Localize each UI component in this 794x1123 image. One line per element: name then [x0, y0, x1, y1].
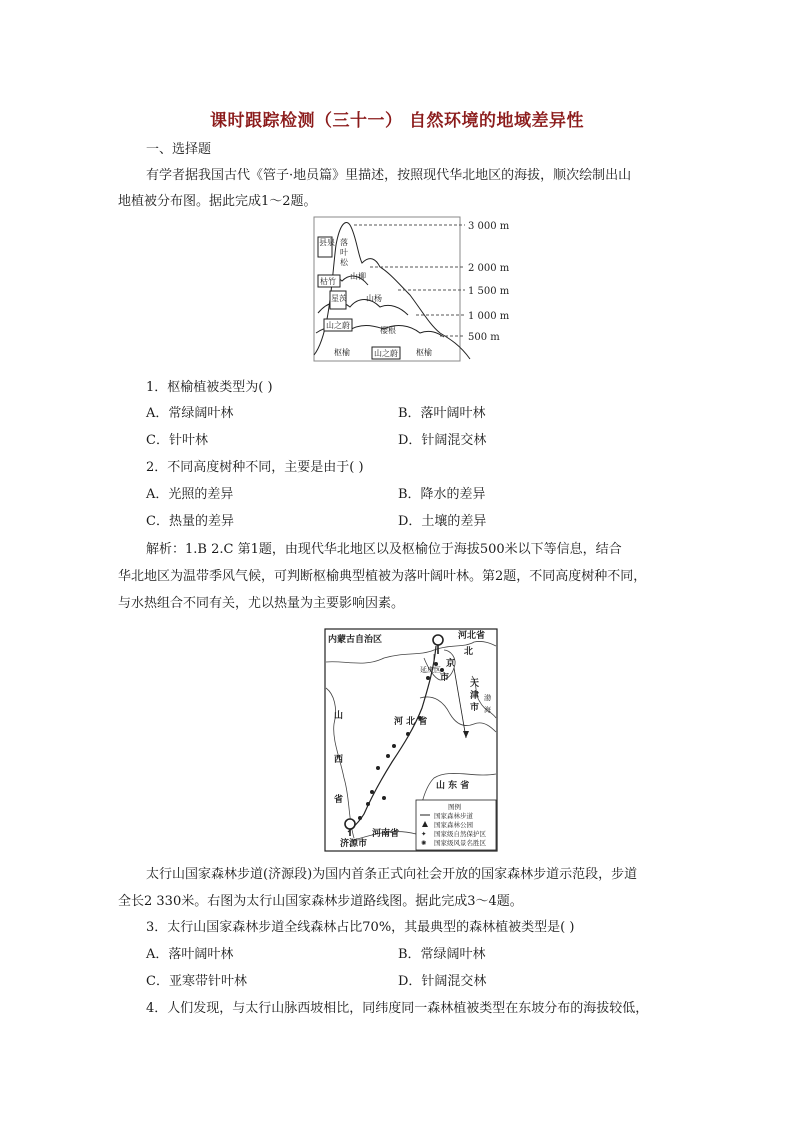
- label-sheng: 省: [334, 795, 344, 805]
- label-shuyu-2: 枢榆: [416, 348, 432, 357]
- legend-scenic: 国家级风景名胜区: [434, 839, 486, 847]
- label-yinggen: 樱根: [380, 326, 396, 335]
- analysis-line-1: 解析：1.B 2.C 第1题，由现代华北地区以及枢榆位于海拔500米以下等信息，结合: [146, 542, 622, 557]
- q1-option-b: B．落叶阔叶林: [398, 406, 486, 421]
- q3-option-b: B．常绿阔叶林: [398, 947, 486, 962]
- label-yanqing: 延庆区: [420, 666, 441, 674]
- q2-option-d: D．土壤的差异: [398, 514, 487, 529]
- intro-1-line-2: 地植被分布图。据此完成1～2题。: [118, 194, 317, 209]
- label-jing: 京: [446, 659, 456, 669]
- label-bohai-1: 渤: [484, 694, 491, 702]
- label-jiyuan: 济源市: [340, 839, 368, 849]
- q3-option-c: C．亚寒带针叶林: [146, 974, 247, 989]
- analysis-line-3: 与水热组合不同有关，尤以热量为主要影响因素。: [118, 596, 405, 611]
- legend-reserve: 国家级自然保护区: [434, 830, 486, 838]
- label-shanzhiwei-1: 山之蔚: [326, 321, 350, 330]
- altitude-1000: 1 000 m: [468, 311, 510, 322]
- altitude-1500: 1 500 m: [468, 286, 510, 297]
- legend-forest-park: 国家森林公园: [434, 821, 473, 829]
- label-xi: 西: [334, 755, 344, 765]
- altitude-3000: 3 000 m: [468, 221, 510, 232]
- q3-stem: 3．太行山国家森林步道全线森林占比70%，其最典型的森林植被类型是( ): [146, 920, 575, 935]
- q1-stem: 1．枢榆植被类型为( ): [146, 380, 273, 395]
- q2-option-a: A．光照的差异: [146, 487, 234, 502]
- intro-1-line-1: 有学者据我国古代《管子·地员篇》里描述，按照现代华北地区的海拔，顺次绘制出山: [146, 168, 632, 183]
- legend-reserve-icon: ✦: [421, 830, 427, 838]
- trail-map: [324, 628, 498, 852]
- label-hebei-mid: 河 北 省: [394, 717, 428, 727]
- altitude-2000: 2 000 m: [468, 263, 510, 274]
- label-shuyu-1: 枢榆: [334, 348, 350, 357]
- label-shanliu: 山柳: [350, 272, 366, 281]
- label-hebei-top: 河北省: [458, 631, 486, 641]
- label-shandong: 山 东 省: [436, 781, 470, 791]
- q3-option-d: D．针阔混交林: [398, 974, 487, 989]
- legend-scenic-icon: ✺: [421, 839, 427, 847]
- section-heading: 一、选择题: [146, 142, 212, 157]
- label-luoye-1: 落: [340, 238, 348, 247]
- q1-option-c: C．针叶林: [146, 433, 208, 448]
- label-xianquan: 县泉: [319, 238, 335, 247]
- altitude-500: 500 m: [468, 332, 500, 343]
- label-tian: 天: [470, 679, 480, 689]
- label-nei-menggu: 内蒙古自治区: [328, 635, 383, 645]
- q4-stem: 4．人们发现，与太行山脉西坡相比，同纬度同一森林植被类型在东坡分布的海拔较低，: [146, 1001, 649, 1016]
- intro-2-line-1: 太行山国家森林步道(济源段)为国内首条正式向社会开放的国家森林步道示范段，步道: [146, 867, 638, 882]
- map-legend: [416, 800, 496, 850]
- q2-option-b: B．降水的差异: [398, 487, 486, 502]
- legend-title: 图例: [448, 803, 461, 811]
- label-henan: 河南省: [372, 829, 400, 839]
- intro-2-line-2: 全长2 330米。右图为太行山国家森林步道路线图。据此完成3～4题。: [118, 894, 523, 909]
- q2-stem: 2．不同高度树种不同，主要是由于( ): [146, 460, 364, 475]
- label-shanyang: 山杨: [366, 294, 382, 303]
- label-shi2: 市: [470, 703, 480, 713]
- label-xingzhuang: 星茨: [331, 294, 347, 303]
- label-shi: 市: [440, 673, 450, 683]
- q3-option-a: A．落叶阔叶林: [146, 947, 234, 962]
- analysis-line-2: 华北地区为温带季风气候，可判断枢榆典型植被为落叶阔叶林。第2题，不同高度树种不同，: [118, 569, 647, 584]
- label-luoye-2: 叶: [340, 248, 348, 257]
- page-title: 课时跟踪检测（三十一） 自然环境的地域差异性: [210, 111, 584, 131]
- label-shan: 山: [334, 711, 344, 721]
- label-luoye-3: 松: [340, 258, 348, 267]
- label-shanzhiwei-2: 山之蔚: [374, 349, 398, 358]
- q1-option-a: A．常绿阔叶林: [146, 406, 234, 421]
- label-bohai-2: 海: [484, 706, 491, 714]
- label-bei: 北: [464, 647, 474, 657]
- legend-trail: 国家森林步道: [434, 812, 473, 820]
- q2-option-c: C．热量的差异: [146, 514, 234, 529]
- label-jin: 津: [470, 691, 480, 701]
- vegetation-figure: [310, 215, 520, 365]
- label-kuzhu: 枯竹: [320, 277, 336, 286]
- q1-option-d: D．针阔混交林: [398, 433, 487, 448]
